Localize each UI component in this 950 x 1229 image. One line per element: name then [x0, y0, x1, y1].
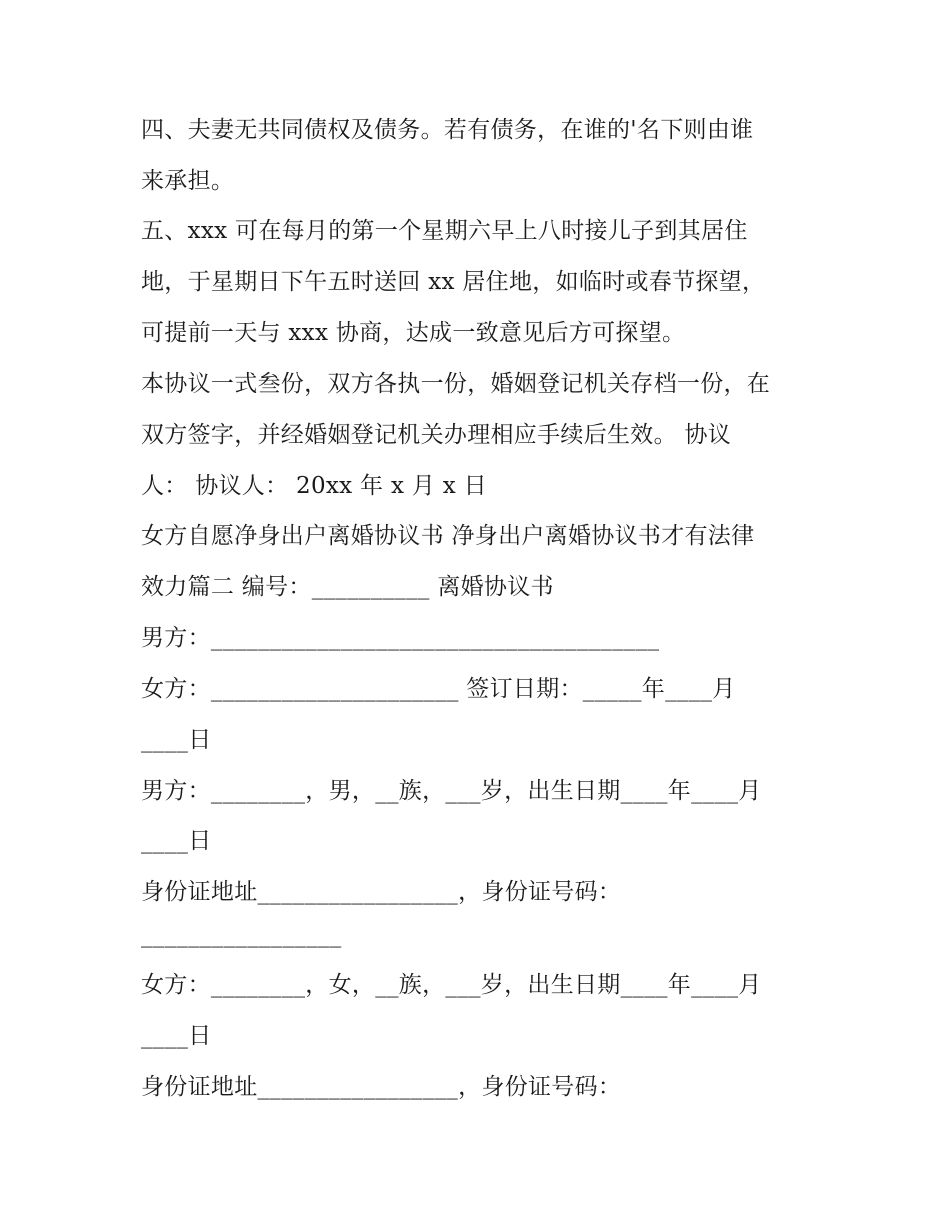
- text-line: 四、夫妻无共同债权及债务。若有债务，在谁的'名下则由谁: [141, 117, 754, 143]
- text-line: ____日: [141, 727, 212, 753]
- text-line: 五、xxx 可在每月的第一个星期六早上八时接儿子到其居住: [141, 218, 748, 244]
- text-line: ____日: [141, 828, 212, 854]
- text-line: 男方：______________________________________: [141, 625, 660, 651]
- text-line: _________________: [141, 922, 342, 948]
- text-line: 男方：________，男，__族，___岁，出生日期____年____月: [141, 778, 762, 804]
- text-line: 双方签字，并经婚姻登记机关办理相应手续后生效。 协议: [141, 422, 732, 448]
- text-line: 本协议一式叁份，双方各执一份，婚姻登记机关存档一份，在: [141, 371, 771, 397]
- text-line: 地，于星期日下午五时送回 xx 居住地，如临时或春节探望，: [141, 269, 766, 295]
- text-line: 身份证地址_________________，身份证号码：: [141, 879, 622, 905]
- text-line: 身份证地址_________________，身份证号码：: [141, 1074, 622, 1100]
- text-line: 效力篇二 编号：__________ 离婚协议书: [141, 574, 554, 600]
- text-line: 来承担。: [141, 168, 235, 194]
- text-line: 人： 协议人： 20xx 年 x 月 x 日: [141, 473, 487, 499]
- text-line: 女方：_____________________ 签订日期：_____年____月: [141, 676, 736, 702]
- text-line: ____日: [141, 1023, 212, 1049]
- text-line: 女方自愿净身出户离婚协议书 净身出户离婚协议书才有法律: [141, 523, 755, 549]
- text-line: 可提前一天与 xxx 协商，达成一致意见后方可探望。: [141, 320, 686, 346]
- text-line: 女方：________，女，__族，___岁，出生日期____年____月: [141, 972, 762, 998]
